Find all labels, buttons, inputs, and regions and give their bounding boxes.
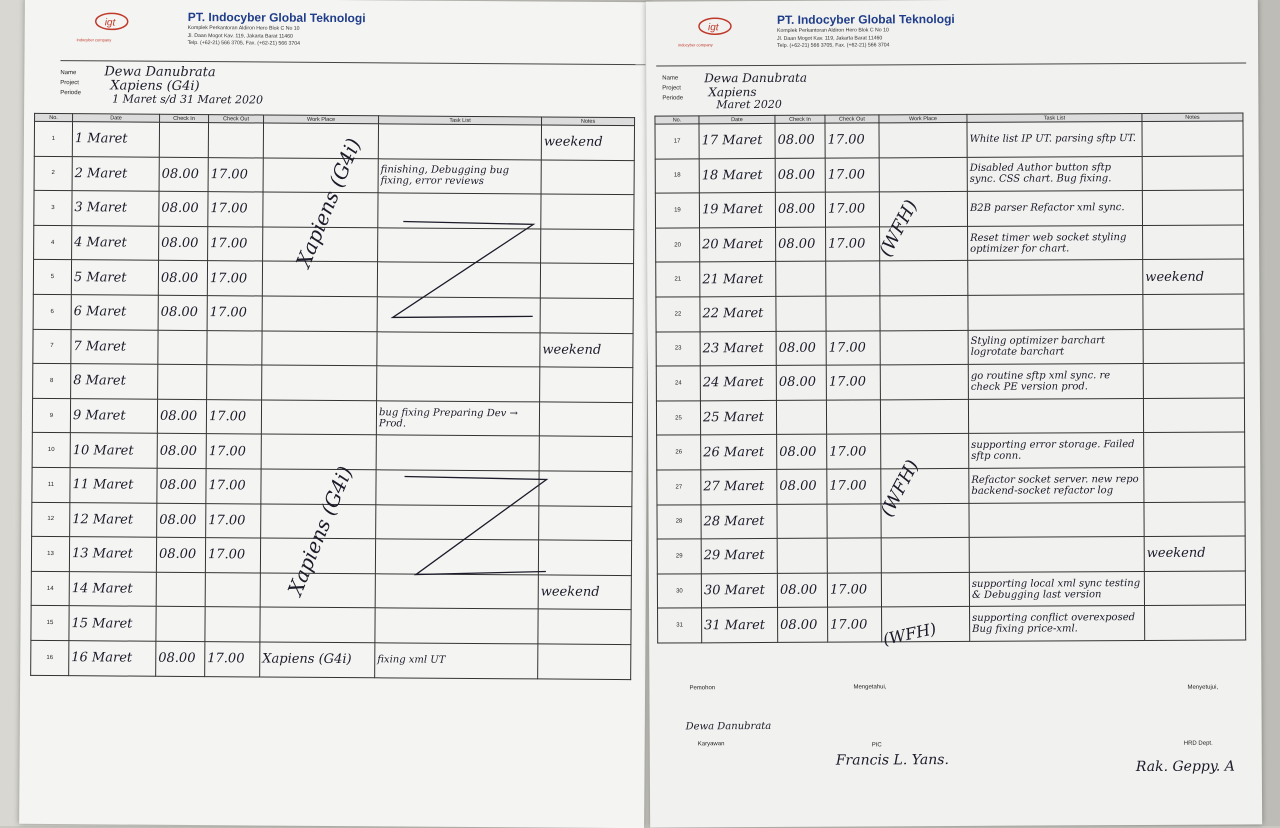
row-check-in: 08.00 (158, 295, 207, 330)
row-notes (1142, 190, 1243, 225)
table-row (655, 121, 1243, 159)
row-number: 21 (656, 262, 700, 297)
row-check-in (156, 572, 205, 607)
table-row (657, 432, 1245, 470)
timesheet-page-right (646, 0, 1262, 828)
table-row (33, 329, 633, 368)
project-label: Project (60, 80, 80, 87)
row-date: 14 Maret (69, 571, 156, 606)
row-work-place (262, 261, 377, 296)
row-task (968, 398, 1143, 434)
col-header-check-out: Check Out (825, 115, 879, 123)
row-task: B2B parser Refactor xml sync. (967, 191, 1142, 227)
table-row (656, 294, 1244, 332)
workplace-block-note: Xapiens (G4i) (282, 462, 358, 599)
row-work-place (881, 538, 969, 573)
wfh-note: (WFH) (875, 196, 922, 261)
row-work-place: Xapiens (G4i) (260, 642, 375, 677)
row-work-place (261, 469, 376, 504)
row-date: 12 Maret (70, 502, 157, 537)
row-check-out (205, 572, 260, 607)
row-check-in: 08.00 (777, 435, 827, 470)
address-line: Komplek Perkantoran Aldiron Hero Blok C No 10 (187, 24, 300, 32)
table-row (656, 329, 1244, 367)
row-task (968, 294, 1143, 330)
row-number: 24 (656, 366, 700, 401)
row-notes (1144, 432, 1245, 467)
row-check-in (776, 296, 826, 331)
row-date: 23 Maret (700, 331, 776, 366)
wfh-note: (WFH) (881, 618, 938, 649)
row-date: 17 Maret (699, 123, 775, 158)
col-header-notes: Notes (1142, 113, 1243, 122)
row-date: 10 Maret (70, 433, 157, 468)
row-task: supporting error storage. Failed sftp conn. (969, 433, 1144, 469)
row-check-out: 17.00 (827, 469, 881, 504)
row-notes (1145, 605, 1246, 640)
row-check-out (826, 296, 880, 331)
row-date: 20 Maret (700, 227, 776, 262)
row-task: Styling optimizer barchart logrotate barchart (968, 329, 1143, 365)
row-task (969, 502, 1144, 538)
row-number: 26 (657, 435, 701, 470)
row-notes: weekend (540, 332, 633, 367)
row-work-place (880, 261, 968, 296)
table-row (656, 225, 1244, 263)
row-number: 30 (657, 574, 701, 609)
row-number: 11 (32, 467, 70, 502)
table-row (656, 363, 1244, 401)
row-date: 18 Maret (699, 158, 775, 193)
row-task: finishing, Debugging bug fixing, error reviews (378, 158, 541, 194)
row-check-out (827, 503, 881, 538)
row-check-in: 08.00 (156, 641, 205, 676)
row-date: 9 Maret (70, 398, 157, 433)
row-check-out: 17.00 (206, 503, 261, 538)
timesheet-table (654, 112, 1246, 643)
row-check-out: 17.00 (205, 538, 260, 573)
row-number: 23 (656, 331, 700, 366)
row-work-place (261, 434, 376, 469)
row-number: 4 (34, 225, 72, 260)
row-number: 14 (31, 571, 69, 606)
row-check-in (776, 262, 826, 297)
periode-label: Periode (60, 90, 81, 97)
row-date: 27 Maret (701, 469, 777, 504)
row-work-place (879, 157, 967, 192)
row-notes (538, 609, 631, 644)
table-row (32, 433, 632, 472)
table-row (658, 605, 1246, 643)
row-check-out: 17.00 (825, 123, 879, 158)
row-check-out: 17.00 (207, 261, 262, 296)
row-notes (1143, 398, 1244, 433)
row-check-in (777, 504, 827, 539)
row-date: 21 Maret (700, 262, 776, 297)
row-number: 27 (657, 470, 701, 505)
row-number: 6 (33, 294, 71, 329)
col-header-check-out: Check Out (209, 115, 264, 123)
row-check-out: 17.00 (206, 399, 261, 434)
row-number: 15 (31, 606, 69, 641)
row-date: 1 Maret (72, 122, 159, 157)
row-number: 17 (655, 124, 699, 159)
pic-signature: Francis L. Yans. (835, 752, 949, 769)
row-date: 30 Maret (701, 573, 777, 608)
project-value: Xapiens (708, 85, 757, 100)
row-check-out: 17.00 (208, 192, 263, 227)
table-row (656, 259, 1244, 297)
row-check-in: 08.00 (776, 227, 826, 262)
row-date: 19 Maret (699, 193, 775, 228)
row-notes (1143, 225, 1244, 260)
row-check-out: 17.00 (826, 330, 880, 365)
table-row (655, 190, 1243, 228)
col-header-task-list: Task List (379, 116, 542, 125)
project-label: Project (662, 85, 681, 92)
table-row (31, 606, 631, 645)
row-notes: weekend (1144, 536, 1245, 571)
table-row (657, 536, 1245, 574)
row-work-place (881, 434, 969, 469)
row-notes: weekend (1143, 259, 1244, 294)
periode-value: 1 Maret s/d 31 Maret 2020 (112, 92, 264, 107)
name-value: Dewa Danubrata (704, 70, 808, 86)
row-date: 25 Maret (700, 400, 776, 435)
row-task: fixing xml UT (375, 643, 538, 679)
row-date: 2 Maret (72, 156, 159, 191)
row-check-out: 17.00 (208, 157, 263, 192)
row-date: 4 Maret (72, 225, 159, 260)
row-check-out: 17.00 (207, 296, 262, 331)
svg-text:igt: igt (104, 17, 116, 29)
row-check-out: 17.00 (205, 642, 260, 677)
row-task: White list IP UT. parsing sftp UT. (967, 122, 1142, 158)
row-work-place (262, 296, 377, 331)
row-date: 5 Maret (71, 260, 158, 295)
row-notes (1143, 363, 1244, 398)
row-date: 8 Maret (71, 364, 158, 399)
row-task (968, 260, 1143, 296)
row-check-out: 17.00 (828, 607, 882, 642)
project-value: Xapiens (G4i) (110, 78, 200, 95)
row-check-in: 08.00 (157, 503, 206, 538)
col-header-check-in: Check In (775, 115, 825, 123)
row-task (375, 608, 538, 644)
karyawan-label: Karyawan (697, 741, 725, 748)
row-work-place (262, 331, 377, 366)
row-date: 7 Maret (71, 329, 158, 364)
row-task (377, 366, 540, 402)
row-work-place (880, 399, 968, 434)
pemohon-label: Pemohon (689, 685, 716, 692)
row-task: supporting local xml sync testing & Debugging last version (969, 571, 1144, 607)
logo-caption: indocyber company (678, 42, 713, 48)
row-check-out (208, 123, 263, 158)
row-work-place (880, 295, 968, 330)
name-label: Name (662, 75, 679, 82)
table-row (657, 467, 1245, 505)
row-check-in: 08.00 (159, 226, 208, 261)
row-number: 28 (657, 504, 701, 539)
row-check-in (156, 607, 205, 642)
row-check-in: 08.00 (158, 261, 207, 296)
table-row (656, 398, 1244, 436)
continuation-z-mark (396, 470, 567, 583)
row-date: 3 Maret (72, 191, 159, 226)
row-number: 2 (34, 156, 72, 191)
pic-label: PIC (871, 742, 882, 749)
wfh-note: (WFH) (876, 456, 924, 521)
name-value: Dewa Danubrata (104, 64, 216, 81)
row-notes (1144, 571, 1245, 606)
row-check-out: 17.00 (827, 573, 881, 608)
company-name: PT. Indocyber Global Teknologi (776, 11, 955, 27)
row-work-place (881, 572, 969, 607)
row-date: 31 Maret (702, 608, 778, 643)
row-task (969, 537, 1144, 573)
row-work-place (261, 400, 376, 435)
row-check-in (777, 538, 827, 573)
row-check-in (158, 364, 207, 399)
company-logo (686, 15, 744, 41)
row-number: 10 (32, 433, 70, 468)
row-check-in: 08.00 (157, 434, 206, 469)
col-header-task-list: Task List (967, 114, 1142, 123)
col-header-work-place: Work Place (264, 115, 379, 124)
row-number: 25 (656, 401, 700, 436)
company-address (188, 25, 301, 48)
row-check-out: 17.00 (825, 157, 879, 192)
row-check-in: 08.00 (159, 157, 208, 192)
row-date: 22 Maret (700, 296, 776, 331)
row-notes (541, 160, 634, 195)
row-task (378, 124, 541, 160)
row-check-in: 08.00 (776, 331, 826, 366)
row-task (376, 435, 539, 471)
svg-text:igt: igt (707, 22, 719, 34)
row-check-out (207, 365, 262, 400)
row-task: Refactor socket server. new repo backend-socket refactor log (969, 467, 1144, 503)
row-notes (1144, 467, 1245, 502)
row-date: 11 Maret (70, 468, 157, 503)
mengetahui-label: Mengetahui, (853, 684, 887, 691)
row-notes: weekend (538, 575, 631, 610)
row-notes (539, 436, 632, 471)
logo-caption: indocyber company (76, 37, 112, 43)
row-date: 24 Maret (700, 366, 776, 401)
pemohon-signature: Dewa Danubrata (685, 720, 772, 733)
table-row (32, 398, 632, 437)
row-notes (1142, 121, 1243, 156)
row-check-out (205, 607, 260, 642)
row-notes (1144, 502, 1245, 537)
row-check-in: 08.00 (157, 399, 206, 434)
row-work-place (262, 365, 377, 400)
col-header-date: Date (73, 114, 160, 123)
row-notes (540, 367, 633, 402)
address-line: Telp. (+62-21) 566 3705, Fax. (+62-21) 566 3704 (187, 39, 301, 47)
row-check-in: 08.00 (156, 537, 205, 572)
row-check-in: 08.00 (776, 365, 826, 400)
table-row (33, 364, 633, 403)
company-address (777, 27, 890, 50)
row-check-in: 08.00 (775, 192, 825, 227)
row-number: 19 (655, 193, 699, 228)
col-header-date: Date (699, 115, 775, 123)
row-date: 15 Maret (69, 606, 156, 641)
row-number: 20 (656, 228, 700, 263)
continuation-z-mark (383, 215, 559, 326)
col-header-no: No. (655, 116, 699, 124)
row-date: 29 Maret (701, 539, 777, 574)
row-number: 31 (658, 608, 702, 643)
row-check-in (776, 400, 826, 435)
row-check-out (826, 261, 880, 296)
row-check-in: 08.00 (777, 573, 827, 608)
address-line: Jl. Daan Mogot Kav. 119, Jakarta Barat 11460 (187, 32, 293, 40)
row-check-out: 17.00 (827, 434, 881, 469)
row-task: Reset timer web socket styling optimizer for chart. (968, 225, 1143, 261)
timesheet-page-left (19, 0, 650, 828)
row-number: 1 (34, 121, 72, 156)
menyetujui-label: Menyetujui, (1187, 684, 1219, 691)
row-check-out: 17.00 (825, 192, 879, 227)
row-task: supporting conflict overexposed Bug fixing price-xml. (970, 606, 1145, 642)
row-check-in: 08.00 (775, 123, 825, 158)
row-check-in: 08.00 (157, 468, 206, 503)
row-date: 13 Maret (69, 537, 156, 572)
row-check-out: 17.00 (208, 226, 263, 261)
row-date: 26 Maret (701, 435, 777, 470)
name-label: Name (60, 70, 77, 77)
row-date: 28 Maret (701, 504, 777, 539)
row-work-place (260, 607, 375, 642)
meta-labels (662, 73, 683, 103)
address-line: Jl. Daan Mogot Kav. 119, Jakarta Barat 11460 (777, 34, 883, 42)
periode-label: Periode (662, 95, 684, 102)
header-divider (656, 62, 1246, 66)
table-row (31, 640, 631, 679)
row-number: 16 (31, 640, 69, 675)
row-number: 7 (33, 329, 71, 364)
row-work-place (880, 365, 968, 400)
row-task: bug fixing Preparing Dev → Prod. (376, 401, 539, 437)
hrd-label: HRD Dept. (1183, 740, 1213, 747)
row-check-in: 08.00 (775, 158, 825, 193)
row-number: 18 (655, 158, 699, 193)
row-notes (539, 402, 632, 437)
row-number: 12 (32, 502, 70, 537)
row-check-in (158, 330, 207, 365)
workplace-block-note: Xapiens (G4i) (291, 134, 366, 271)
row-work-place (880, 330, 968, 365)
col-header-notes: Notes (542, 117, 635, 126)
row-work-place (260, 573, 375, 608)
row-date: 6 Maret (71, 295, 158, 330)
periode-value: Maret 2020 (716, 97, 782, 112)
row-check-in: 08.00 (778, 607, 828, 642)
row-notes (1143, 329, 1244, 364)
row-number: 5 (33, 260, 71, 295)
row-number: 29 (657, 539, 701, 574)
row-check-out (826, 400, 880, 435)
row-check-out: 17.00 (826, 227, 880, 262)
row-check-out: 17.00 (826, 365, 880, 400)
row-task: Disabled Author button sftp sync. CSS chart. Bug fixing. (967, 156, 1142, 192)
meta-labels (60, 68, 81, 98)
row-notes: weekend (541, 125, 634, 160)
row-notes (538, 644, 631, 679)
table-row (657, 502, 1245, 540)
col-header-no: No. (35, 113, 73, 121)
row-notes (1143, 294, 1244, 329)
row-number: 22 (656, 297, 700, 332)
row-date: 16 Maret (69, 641, 156, 676)
row-check-in: 08.00 (159, 191, 208, 226)
row-number: 9 (32, 398, 70, 433)
row-notes (1142, 156, 1243, 191)
row-task (377, 331, 540, 367)
hrd-signature: Rak. Geppy. A (1135, 758, 1235, 776)
row-check-out (207, 330, 262, 365)
row-number: 13 (31, 537, 69, 572)
company-logo (83, 10, 141, 36)
address-line: Komplek Perkantoran Aldiron Hero Blok C No 10 (776, 27, 889, 34)
row-work-place (879, 122, 967, 157)
col-header-check-in: Check In (160, 114, 209, 122)
row-check-out: 17.00 (206, 434, 261, 469)
table-row (655, 156, 1243, 194)
address-line: Telp. (+62-21) 566 3705, Fax. (+62-21) 566 3704 (777, 42, 890, 49)
row-check-out (827, 538, 881, 573)
row-number: 8 (33, 364, 71, 399)
table-row (657, 571, 1245, 609)
company-name: PT. Indocyber Global Teknologi (187, 9, 366, 26)
row-task: go routine sftp xml sync. re check PE version prod. (968, 364, 1143, 400)
col-header-work-place: Work Place (879, 114, 967, 122)
row-check-in (159, 122, 208, 157)
row-check-in: 08.00 (777, 469, 827, 504)
row-check-out: 17.00 (206, 469, 261, 504)
row-number: 3 (34, 191, 72, 226)
